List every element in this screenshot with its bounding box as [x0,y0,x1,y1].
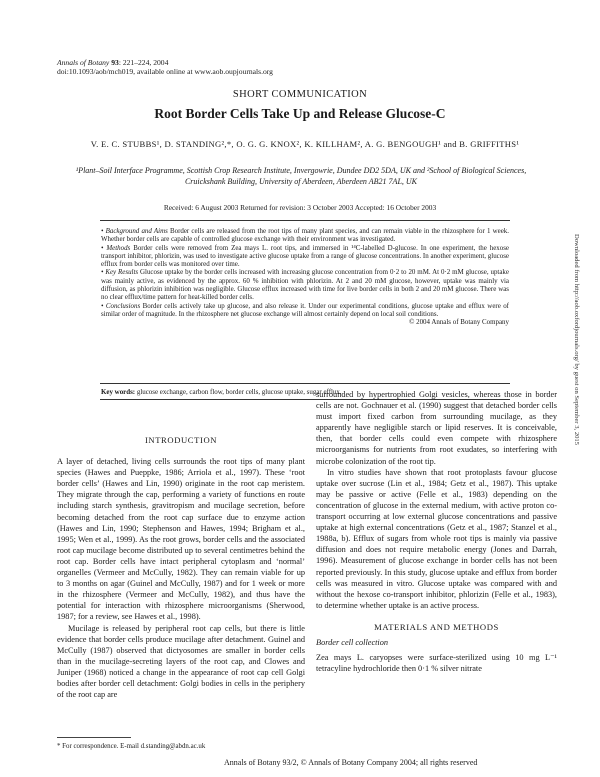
section-label: SHORT COMMUNICATION [232,89,368,100]
methods-paragraph: Zea mays L. caryopses were surface-sterilized using 10 mg L⁻¹ tetracyline hydrochloride then 0·1 % silver nitrate [316,653,557,674]
received-dates: Received: 6 August 2003 Returned for revision: 3 October 2003 Accepted: 16 October 2003 [163,203,437,212]
intro-paragraph-2: Mucilage is released by peripheral root cap cells, but there is little evidence that border cells produce mucilage after detachment. Guinel and McCully (1987) observed that dictyosomes are smaller in border cells than in the mucilage-secreting layers of the root cap, and Clowes and Juniper (1968) noticed a change in the appearance of root cap cell Golgi bodies after border cell detachment: Golgi bodies in cells in the periphery of the root cap are [57,623,305,700]
abstract-top-rule [100,220,510,221]
download-note[interactable]: Downloaded from http://aob.oxfordjournals.org/ by guest on September 3, 2015 [573,234,580,446]
right-paragraph-2: In vitro studies have shown that root protoplasts favour glucose uptake over sucrose (Lin et al., 1984; Getz et al., 1987). This uptake may be passive or active (Felle et al., 1983) depending on the concentration of glucose in the external medium, with active proton co-transport occurring at low external glucose concentrations and passive uptake at high external concentrations (Getz et al., 1987; Stanzel et al., 1988a, b). Efflux of sugars from whole root tips is mainly via passive diffusion and does not require metabolic energy (Jones and Darrah, 1996). Measurement of glucose exchange in border cells has not been reported previously. In this study, glucose uptake and efflux from border cells was measured in vitro. Glucose uptake was compared with and without the hexose co-transport inhibitor, phlorizin (Felle et al., 1983), to determine whether uptake is an active process. [316,467,557,610]
author-list: V. E. C. STUBBS¹, D. STANDING²,*, O. G. G. KNOX², K. KILLHAM², A. G. BENGOUGH¹ and B. GRIFFITHS¹ [90,139,520,149]
journal-header [57,58,273,77]
abstract-conclusions: • Conclusions Border cells actively take up glucose, and also release it. Under our experimental conditions, glucose uptake and efflux were of similar order of magnitude. In the rhizosphere net glucose exchange will almost certainly depend on local soil conditions. [101,301,509,318]
keywords-list: glucose exchange, carbon flow, border cells, glucose uptake, sugar efflux. [135,388,342,396]
border-cell-collection-subheading: Border cell collection [316,637,389,647]
doi-line[interactable]: doi:10.1093/aob/mch019, available online at www.aob.oupjournals.org [57,67,273,77]
abstract-methods: • Methods Border cells were removed from Zea mays L. root tips, and immersed in ¹⁴C-labelled D-glucose. In one experiment, the hexose transport inhibitor, phlorizin, was used to investigate active glucose uptake from a range of glucose concentrations. In another experiment, glucose efflux from border cells was monitored over time. [101,243,509,269]
methods-heading: MATERIALS AND METHODS [374,621,499,632]
right-column [316,389,557,674]
abstract-copyright: © 2004 Annals of Botany Company [409,318,509,327]
journal-name: Annals of Botany [57,58,110,67]
left-column [57,435,305,700]
abstract-results: • Key Results Glucose uptake by the border cells increased with increasing glucose concentration from 0·2 to 20 mM. At 0·2 mM glucose, uptake was mainly active, as evidenced by the approx. 60 % inhibition with phlorizin. At 2 and 20 mM glucose, however, uptake was mainly via diffusion, as phlorizin inhibition was negligible. Glucose efflux increased with time for live border cells in both 2 and 20 mM glucose. There was no clear efflux/time pattern for heat-killed border cells. [101,268,509,302]
abstract-background: • Background and Aims Border cells are released from the root tips of many plant species, and can remain viable in the rhizosphere for 1 week. Whether border cells are capable of controlled glucose exchange with their environment was investigated. [101,227,509,244]
journal-volume: 93 [111,58,119,67]
intro-paragraph-1: A layer of detached, living cells surrounds the root tips of many plant species (Hawes and Pueppke, 1986; Arriola et al., 1997). These ‘root border cells’ (Hawes and Lin, 1990) originate in the root cap meristem. They migrate through the cap, performing a variety of functions en route including starch synthesis, gravitropism and mucilage secretion, before becoming detached from the root cap surface due to enzyme action (Hawes and Lin, 1990; Stephenson and Hawes, 1994; Brigham et al., 1995; Wen et al., 1999). As the root grows, border cells and the associated root cap mucilage become distributed up to several centimetres behind the root cap. Border cells have intact peripheral cytoplasm and ‘normal’ organelles (Vermeer and McCully, 1982). They can remain viable for up to 3 months on agar (Guinel and McCully, 1987) and for 1 week or more in the rhizosphere (Vermeer and McCully, 1982), and thus have the potential for interaction with rhizosphere microorganisms (Sherwood, 1987; for a review, see Hawes et al., 1998). [57,457,305,622]
affiliations: ¹Plant–Soil Interface Programme, Scottish Crop Research Institute, Invergowrie, Dundee DD2 5DA, UK and ²School of Biological Sciences, Cruickshank Building, University of Aberdeen, Aberdeen AB21 7AL, UK [75,166,527,186]
footnote-rule [57,737,131,738]
correspondence-footnote: * For correspondence. E-mail d.standing@abdn.ac.uk [57,743,206,750]
download-sidebar [570,234,582,612]
right-paragraph-1: surrounded by hypertrophied Golgi vesicles, whereas those in border cells are not. Gochnauer et al. (1990) suggest that detached border cells must import fixed carbon from surrounding mucilage, as they apparently have negligible starch or lipid reserves. It is conceivable, then, that border cells could even compete with rhizosphere microorganisms for nutrients from root exudates, so interfering with microbe colonization of the root tip. [316,390,557,466]
keywords-rule [100,383,510,384]
introduction-heading: INTRODUCTION [144,435,218,445]
abstract [101,227,509,327]
page-footer: Annals of Botany 93/2, © Annals of Botany Company 2004; all rights reserved [224,758,478,767]
article-title: Root Border Cells Take Up and Release Glucose-C [154,106,446,121]
journal-pages: : 221–224, 2004 [118,58,169,67]
keywords-label: Key words: [101,388,136,396]
